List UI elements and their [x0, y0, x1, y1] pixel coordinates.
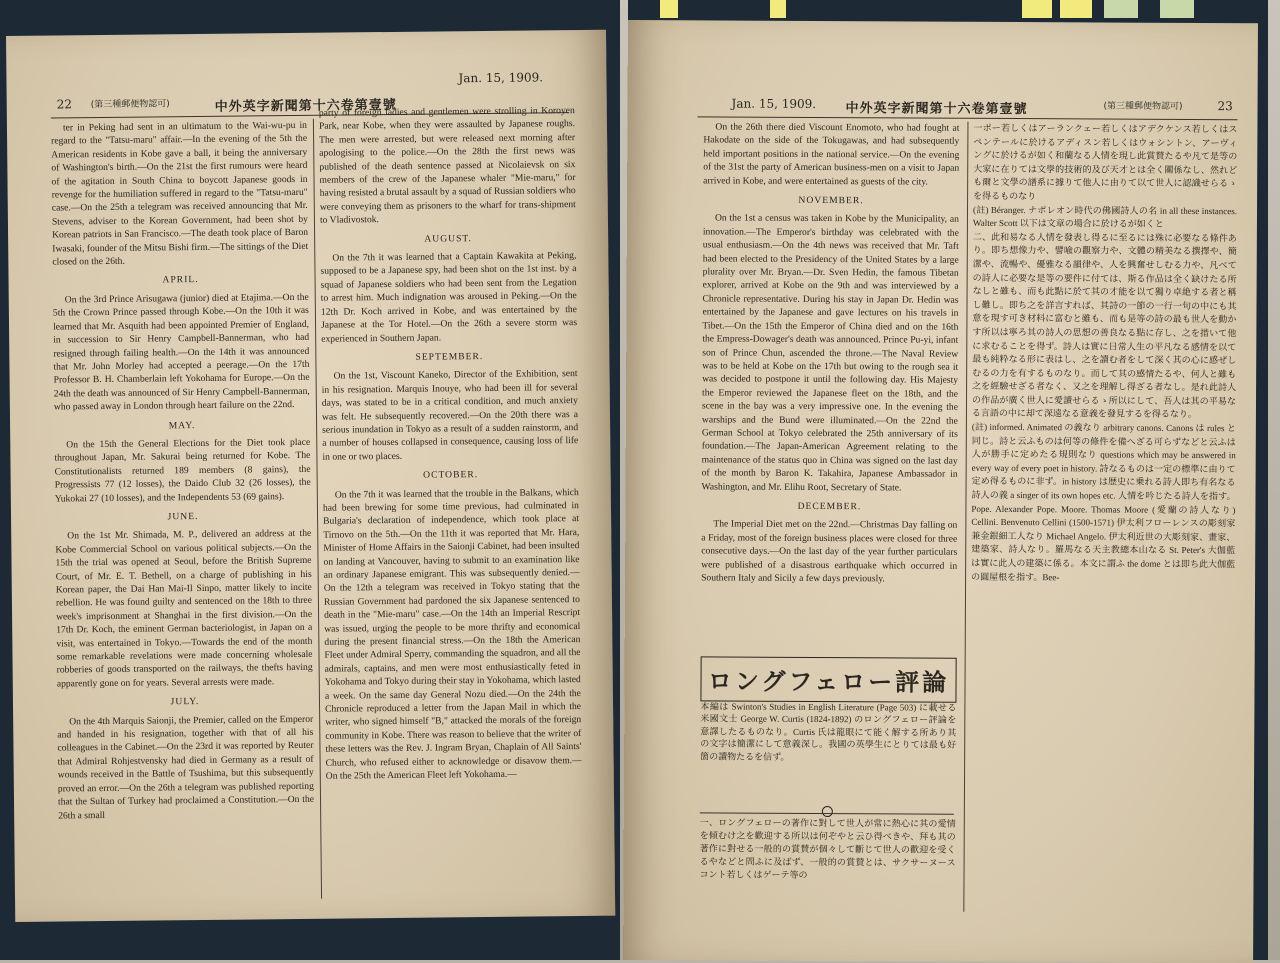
paragraph: On the 1st, Viscount Kaneko, Director of the Exhibition, sent in his resignation. Marquis Inouye, who had been ill for several days, was stated to be in a critical condition, and much anxiety was felt. He subsequently recovered.—On the 20th there was a serious inundation in Tokyo as a result of a sudden rainstorm, and a number of houses collapsed in consequence, causing loss of life in one or two places.	[321, 368, 579, 463]
paragraph: ter in Peking had sent in an ultimatum to the Wai-wu-pu in regard to the "Tatsu-maru" affair.—In the evening of the 5th the American residents in Kobe gave a ball, it being the anniversary of Washington's birth.—On the 21st the first rumours were heard of the agitation in South China to boycott Japanese goods in revenge for the humiliation suffered in regard to the "Tatsu-maru" case.—On the 25th a telegram was received announcing that Mr. Stevens, adviser to the Korean Government, had been shot by Korean patriots in San Francisco.—The death took place of Baron Iwasaki, founder of the Mitsu Bishi firm.—The sittings of the Diet closed on the 26th.	[51, 119, 309, 268]
journal-title: 中外英字新聞第十六卷第壹號	[214, 97, 397, 115]
section-heading: SEPTEMBER.	[415, 350, 484, 363]
paragraph: On the 26th there died Viscount Enomoto, who had fought at Hakodate on the side of the Tokugawas, and had subsequently held important positions in the national service.—On the evening of the 31st the party of American business-men on a visit to Japan arrived in Kobe, and were entertained as guests of the city.	[703, 121, 960, 188]
right-page	[623, 20, 1258, 963]
section-heading: DECEMBER.	[797, 500, 862, 513]
paragraph: On the 1st a census was taken in Kobe by the Municipality, an innovation.—The Emperor's birthday was celebrated with the usual enthusiasm.—On the 4th news was received that Mr. Taft had been elected to the Presidency of the United States by a large plurality over Mr. Bryan.—Dr. Sven Hedin, the famous Tibetan explorer, arrived at Kobe on the 9th and was interviewed by a Chronicle representative. During his stay in Japan Dr. Hedin was entertained by the Japanese and gave lectures on his travels in Tibet.—On the 15th the Emperor of China died and on the 16th the Empress-Dowager's death was announced. Prince Pu-yi, infant son of Prince Chun, ascended the throne.—The Naval Review was to be held at Kobe on the 17th but owing to the rough sea it was decided to postpone it until the following day. His Majesty the Emperor reviewed the Japanese fleet on the 18th, and the scene in the bay was a very impressive one. In the evening the warships and the Bund were illuminated.—On the 22nd the German School at Tokyo celebrated the 25th anniversary of its foundation.—The Japan-American Agreement relating to the maintenance of the status quo in China was signed on the last day of the month by Baron K. Takahira, Japanese Ambassador in Washington, and Mr. Elihu Root, Secretary of State.	[701, 212, 959, 494]
journal-title: 中外英字新聞第十六卷第壹號	[845, 101, 1028, 118]
paragraph: (註) Béranger. ナポレオン時代の佛國詩人の名 in all these instances. Walter Scott 以下は文章の場合に於けるが如くと	[972, 204, 1238, 229]
section-heading: APRIL.	[162, 274, 199, 286]
section-heading: OCTOBER.	[423, 469, 479, 481]
section-heading: NOVEMBER.	[798, 194, 864, 207]
issue-date: Jan. 15, 1909.	[731, 96, 817, 111]
article-title: ロングフェロー評論	[700, 656, 956, 702]
sticky-note-tab	[1104, 0, 1138, 18]
paragraph: On the 4th Marquis Saionji, the Premier, called on the Emperor and handed in his resignation, together with that of all his colleagues in the Cabinet.—On the 23rd it was reported by Reuter that Admiral Rohjestvensky had died in Germany as a result of wounds received in the Battle of Tsushima, but this subsequently proved an error.—On the 26th a telegram was published reporting that the Sultan of Turkey had proclaimed a Constitution.—On the 26th a small	[57, 713, 315, 821]
sticky-note-tab	[1022, 0, 1052, 18]
text-column-left	[51, 119, 315, 912]
paragraph: On the 1st Mr. Shimada, M. P., delivered an address at the Kobe Commercial School on various political subjects.—On the 15th the trial was opened at Seoul, before the British Supreme Court, of Mr. E. T. Bethell, on a charge of publishing in his Korean paper, the Dai Han Mai-Il Sinpo, matter likely to incite rebellion. He was found guilty and sentenced on the 18th to three week's imprisonment at Shanghai in the first division.—On the 17th Dr. Koch, the eminent German bacteriologist, in Japan on a visit, was entertained in Tokyo.—Towards the end of the month some remarkable revelations were made concerning wholesale robberies of goods transported on the railways, the thefts having apparently gone on for years. Several arrests were made.	[55, 528, 313, 690]
section-heading: AUGUST.	[424, 232, 472, 245]
paragraph: On the 7th it was learned that a Captain Kawakita at Peking, supposed to be a Japanese spy, had been shot on the 1st inst. by a squad of Japanese soldiers who had been sent from the Legation to arrest him. Much indignation was aroused in Peking.—On the 12th Dr. Koch arrived in Kobe, and was entertained by the Japanese at the Tor Hotel.—On the 26th a severe storm was experienced in Southern Japan.	[320, 250, 578, 345]
issue-date: Jan. 15, 1909.	[458, 70, 544, 86]
section-heading: JUNE.	[167, 510, 199, 523]
paragraph: 二、此和易なる人情を發表し得るに至るには殊に必要なる條件あり。即ち想像力や、譬喩の觀察力や、文體の精美なる撰擇や、簡潔や、流暢や、優雅なる韻律や、人を興奮せしむる力や、凡べての詩人に必要な是等の要件に付ては、斯る作品は全く缺けたる所なしと雖も、而も此點に於て其の才能を以て獨り卓絶する者と稱し難し。即ち之を詳言すれば、其詩の一節の一行一句の中にも其意を現す可き材料に富むと雖も、而も是等の詩の最も世人を動かす所以は寧ろ其の詩人の思想の善良なる點に存し、之を措いて他に求むることを得ず。詩人は實に日常人生の平凡なる感情を以て最も純粋なる形に表はし、之を讀む者をして深く其の心に感ぜしむるの力を有するものなり。而して其の感情たるや、何人と雖も之を經驗せざる者なく、又之を理解し得ざる者なし。是れ此詩人の作品が廣く世人に愛讀せらるゝ所以にして、吾人は其の平易なる言語の中に却て深遠なる意義を發見するを得るなり。	[971, 231, 1237, 420]
paragraph: (註) informed. Animated の義なり arbitrary canons. Canons は rules と同じ。詩と云ふものは何等の條件を備へざる可らずなどと云ふは人が勝手に定めたる規則なり questions which may be answered in every way of every poet in history. 詩なるものは一定の標準に由りて定め得るものに非ず。in history は歴史に乗れる詩人即ち有名なる詩人の義 a singer of its own hopes etc. 人情を吟じたる詩人を指す。Pope. Alexander Pope. Moore. Thomas Moore (愛蘭の詩人なり) Cellini. Benvenuto Cellini (1500-1571) 伊太利フローレンスの彫刻家兼金銀細工人なり Michael Angelo. 伊太利近世の大彫刻家、畫家、建築家、詩人なり。羅馬なる天主教總本山なる St. Peter's 大伽藍は實に此人の建築に係る。本文に謂ふ the dome とは即ち此大伽藍の圓屋根を指す。Bee-	[971, 421, 1236, 582]
article-intro	[700, 700, 956, 797]
circle-mark-icon	[821, 806, 832, 817]
sticky-note-tab	[1060, 0, 1092, 18]
sticky-note-tab	[770, 0, 786, 18]
article-body-text: 一、ロングフェローの著作に對して世人が常に熱心に其の愛情を傾むけ之を歡迎する所以は何ぞやと云ひ得べきや、拜も其の著作に對せる一般的の賞賛が個々して斷じて世人の歡迎を受くるやなどと問ふに及ばず、一般的の賞賛とは、サクサーヌースコント若しくはゲーテ等の	[699, 817, 956, 880]
paragraph: On the 7th it was learned that the trouble in the Balkans, which had been brewing for some time previous, had culminated in Bulgaria's declaration of independence, which took place at Tirnovo on the 5th.—On the 11th it was reported that Mr. Hara, Minister of Home Affairs in the Saionji Cabinet, had been insulted on landing at Vancouver, having to submit to an examination like an ordinary Japanese emigrant. This was subsequently denied.—On the 12th a telegram was received in Tokyo stating that the Russian Government had pardoned the six Japanese sentenced to death in the "Mie-maru" case.—On the 14th an Imperial Rescript was issued, urging the people to be more thrifty and economical during the present financial stress.—On the 18th the American Fleet under Admiral Sperry, commanding the squadron, and all the admirals, captains, and men were most enthusiastically feted in Yokohama and Tokyo during their stay in Yokohama, which lasted a week. On the same day General Nozu died.—On the 24th the Chronicle reproduced a letter from the Japan Mail in which the writer, who signed himself "B," attacked the morals of the foreign community in Kobe. There was reason to believe that the writer of these letters was the Rev. J. Ingram Bryan, Chaplain of All Saints' Church, who refused either to acknowledge or disavow them.—On the 25th the American Fleet left Yokohama.—	[322, 486, 582, 782]
paragraph: On the 15th the General Elections for the Diet took place throughout Japan, Mr. Sakurai being returned for Kobe. The Constitutionalists returned 189 members (8 gains), the Progressists 77 (12 losses), the Daido Club 32 (26 losses), the Yukokai 27 (10 losses), and the Independents 53 (69 gains).	[54, 436, 311, 505]
permit-note: (第三種郵便物認可)	[1103, 101, 1183, 112]
section-heading: MAY.	[168, 419, 196, 431]
text-column-right	[319, 104, 583, 907]
sticky-note-tab	[660, 0, 678, 18]
paragraph: On the 3rd Prince Arisugawa (junior) died at Etajima.—On the 5th the Crown Prince passed through Kobe.—On the 10th it was learned that Mr. Asquith had been appointed Premier of England, in succession to Sir Henry Campbell-Bannerman, who had resigned through failing health.—On the 14th it was announced that Mr. John Morley had accepted a peerage.—On the 17th Professor B. H. Chamberlain left Yokohama for Europe.—On the 24th the death was announced of Sir Henry Campbell-Bannerman, who passed away in London through heart failure on the 22nd.	[52, 291, 310, 413]
article-intro-text: 本編は Swinton's Studies in English Literature (Page 503) に載せる米國文士 George W. Curtis (1824-1892) のロングフェロー評論を意譯したるものなり。Curtis 氏は龍眼にて能く解する所あり其の文字は簡潔にして意義深し。我國の英學生にとりては最も好箇の讀物たるを信ず。	[700, 701, 957, 762]
paragraph: The Imperial Diet met on the 22nd.—Christmas Day falling on a Friday, most of the foreign business places were closed for three consecutive days.—On the last day of the year further particulars were published of a disastrous earthquake which occurred in Southern Italy and Sicily a few days previously.	[701, 518, 958, 585]
permit-note: (第三種郵便物認可)	[90, 99, 170, 111]
page-number: 22	[56, 97, 73, 112]
paragraph: 一ポー若しくはアーランクェー若しくはアデクケンス若しくはスペンテールに於けるアディスン若しくはウォシントン、アーヴィングに於けるが如く和蘭なる人情を現し此賞賛たるや凡て是等の大家に在りては文學的技術的及び天才とは全く關係なし、然れども爾と文學の譜系に據りて他人に由りて以て世人に認識せらるゝを得るものなり	[973, 122, 1238, 202]
left-page	[6, 30, 615, 922]
paragraph: party of foreign ladies and gentlemen were strolling in Koroyen Park, near Kobe, when they were assaulted by Japanese roughs. The men were arrested, but were released next morning after apologising to the police.—On the 28th the first news was published of the death sentence passed at Nicolaievsk on six members of the crew of the Japanese whaler "Mie-maru," for having resisted a brutal assault by a squad of Russian soldiers who were conveying them as prisoners to the wharf for trans-shipment to Vladivostok.	[318, 105, 576, 226]
section-heading: JULY.	[170, 696, 200, 708]
column-divider	[963, 122, 968, 912]
article-body	[699, 816, 955, 907]
text-column-right	[969, 122, 1237, 913]
sticky-note-tab	[1160, 0, 1194, 18]
text-column-left	[701, 120, 960, 653]
page-number: 23	[1217, 99, 1233, 114]
